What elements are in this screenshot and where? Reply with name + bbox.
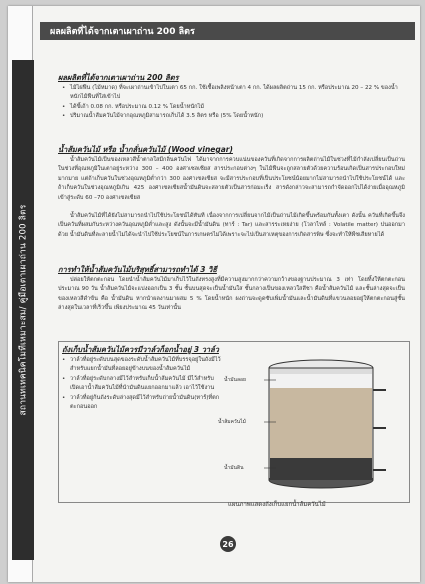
section3-heading: การทำให้น้ำส้มควันไม้บริสุทธิ์สามารถทำได้ 3 วิธี <box>58 265 217 274</box>
spine-title: สถานทเทคนิคโมทีเหมาะสม/ คู่มือเตาเผาถ่าน 200 ลิตร <box>19 204 29 416</box>
section2-para1: น้ำส้มควันไม้เป็นของเหลวสีน้ำตาลใสมีกลิ่นควันไฟ ได้มาจากการควบแน่นของควันที่เกิดจากการผลิตถ่านไม้ในช่วงที่ไม้กำลังเปลี่ยนเป็นถ่าน ในช่วงที่อุณหภูมิในเตาอยู่ระหว่าง 300 – 400 องศาเซลเซียส สารประกอบต่างๆ ในไม้ฟืนจะถูกสลายตัวด้วยความร้อนเกิดเป็นสารประกอบใหม่มากมาย แต่ถ้าเก็บควันในช่วงอุณหภูมิต่ำกว่า 300 องศาเซลเซียส จะมีสารประกอบที่เป็นประโยชน์น้อยมากไม่สามารถนำไปใช้ประโยชน์ได้ และถ้าเก็บควันในช่วงอุณหภูมิเกิน 425 องศาเซลเซียสน้ำมันดินจะสลายตัวเป็นสารก่อมะเร็ง สารดังกล่าวจะสามารถกำจัดออกไปได้ง่ายเมื่ออุณหภูมิเข้าสู่ระดับ 60 –70 องศาเซลเซียส <box>58 157 405 201</box>
list-item: • ปริมาณน้ำส้มควันไม้จากอุณหภูมิสามารถเก็บได้ 3.5 ลิตร หรือ (5% โดยน้ำหนัก) <box>62 112 405 121</box>
section2-para2: น้ำส้มควันไม้ที่ได้ยังไม่สามารถนำไปใช้ประโยชน์ได้ทันที เนื่องจากการเปลี่ยนจากไม้เป็นถ่านไม้เกิดขึ้นพร้อมกันทั้งเตา ดังนั้น ควันที่เกิดขึ้นจึงเป็นควันที่ผสมกันระหว่างควันอุณหภูมิต่ำและสูง ดังนั้นจะมีน้ำมันดิน (ทาร์ : Tar) และสารระเหยง่าย (โวลาไทล์ : Volatile matter) ปนออกมาด้วย น้ำมันดินที่ละลายน้ำไม่ได้จะนำไปใช้ประโยชน์ในการเกษตรไม่ได้เพราะจะไปเป็นสาเหตุของการเกิดสารพิษ ซึ่งจะทำให้พืชเสียหายได้ <box>58 213 405 238</box>
list-item: • วาล์วที่อยู่ระดับกลางมีไว้สำหรับเก็บน้ำส้มควันไม้ มีไว้สำหรับเปิดเอาน้ำส้มควันไม้ที่นำมันดินแยกออกมาแล้ว เอาไว้ใช้งาน <box>62 375 221 394</box>
list-item: • ไม้ไผ่ฟืน (ไม้หมาด) ที่จะเผาถ่านเข้าไปในเตา 65 กก. ใช้เชื้อเพลิงหน้าเตา 4 กก. ได้ผลผลิตถ่าน 15 กก. หรือประมาณ 20 – 22 % ของน้ำหนักไม้ฟืนที่ใส่เข้าไป <box>62 84 405 103</box>
content-area <box>58 0 411 584</box>
tank-illustration <box>264 360 386 488</box>
tank-label-bottom: น้ำมันดิน <box>224 465 244 471</box>
section2-heading: น้ำส้มควันไม้ หรือ น้ำกลั่นควันไม้ (Wood vinegar) <box>58 145 233 154</box>
section4-heading: ถังเก็บน้ำส้มควันไม้ควรมีวาล์วก็อกน้ำอยู่ 3 วาล์ว <box>62 345 219 354</box>
list-item: • วาล์วที่อยู่ระดับบนสุดของระดับน้ำส้มควันไม้ที่บรรจุอยู่ในถังมีไว้สำหรับแยกน้ำมันที่ลอยอยู่ข้างบนของน้ำส้มควันไม้ <box>62 356 221 375</box>
section4-bullets <box>62 356 221 412</box>
section1-bullets <box>62 84 405 122</box>
tank-diagram <box>236 350 406 498</box>
tank-label-middle: น้ำส้มควันไม้ <box>218 419 246 425</box>
list-item: • วาล์วที่อยู่ก้นถังระดับล่างสุดมีไว้สำหรับถ่ายน้ำมันดิน(ทาร์)ที่ตกตะกอนออก <box>62 394 221 413</box>
tank-label-top: น้ำมันลอย <box>224 377 246 383</box>
page-header-title: ผลผลิตที่ได้จากเตาเผาถ่าน 200 ลิตร <box>50 27 195 37</box>
section3-para: ปล่อยให้ตกตะกอน โดยนำน้ำส้มควันไม้มาเก็บไว้ในถังทรงสูงที่มีความสูงมากกว่าความกว้างของฐานประมาณ 3 เท่า โดยทิ้งให้ตกตะกอนประมาณ 90 วัน น้ำส้มควันไม้จะแบ่งออกเป็น 3 ชั้น ชั้นบนสุดจะเป็นน้ำมันใส ชั้นกลางเป็นของเหลวใสสีชา คือน้ำส้มควันไม้ และชั้นล่างสุดจะเป็นของเหลวสีดำข้น คือ น้ำมันดิน หากนำผลงานมาผสม 5 % โดยน้ำหนัก ผงถ่านจะดูดซับเพิ่มน้ำมันและน้ำมันดินที่แขวนลอยอยู่ให้ตกตะกอนสู่ชั้นล่างสุดในเวลาที่เร็วขึ้น เพียงประมาณ 45 วันเท่านั้น <box>58 277 405 312</box>
page-number: 26 <box>220 536 236 552</box>
section1-heading: ผลผลิตที่ได้จากเตาเผาถ่าน 200 ลิตร <box>58 73 179 82</box>
diagram-caption: แผนภาพแสดงถังเก็บแยกน้ำส้มควันไม้ <box>228 501 326 508</box>
list-item: • ได้ขี้เถ้า 0.08 กก. หรือประมาณ 0.12 % โดยน้ำหนักไม้ <box>62 103 405 112</box>
